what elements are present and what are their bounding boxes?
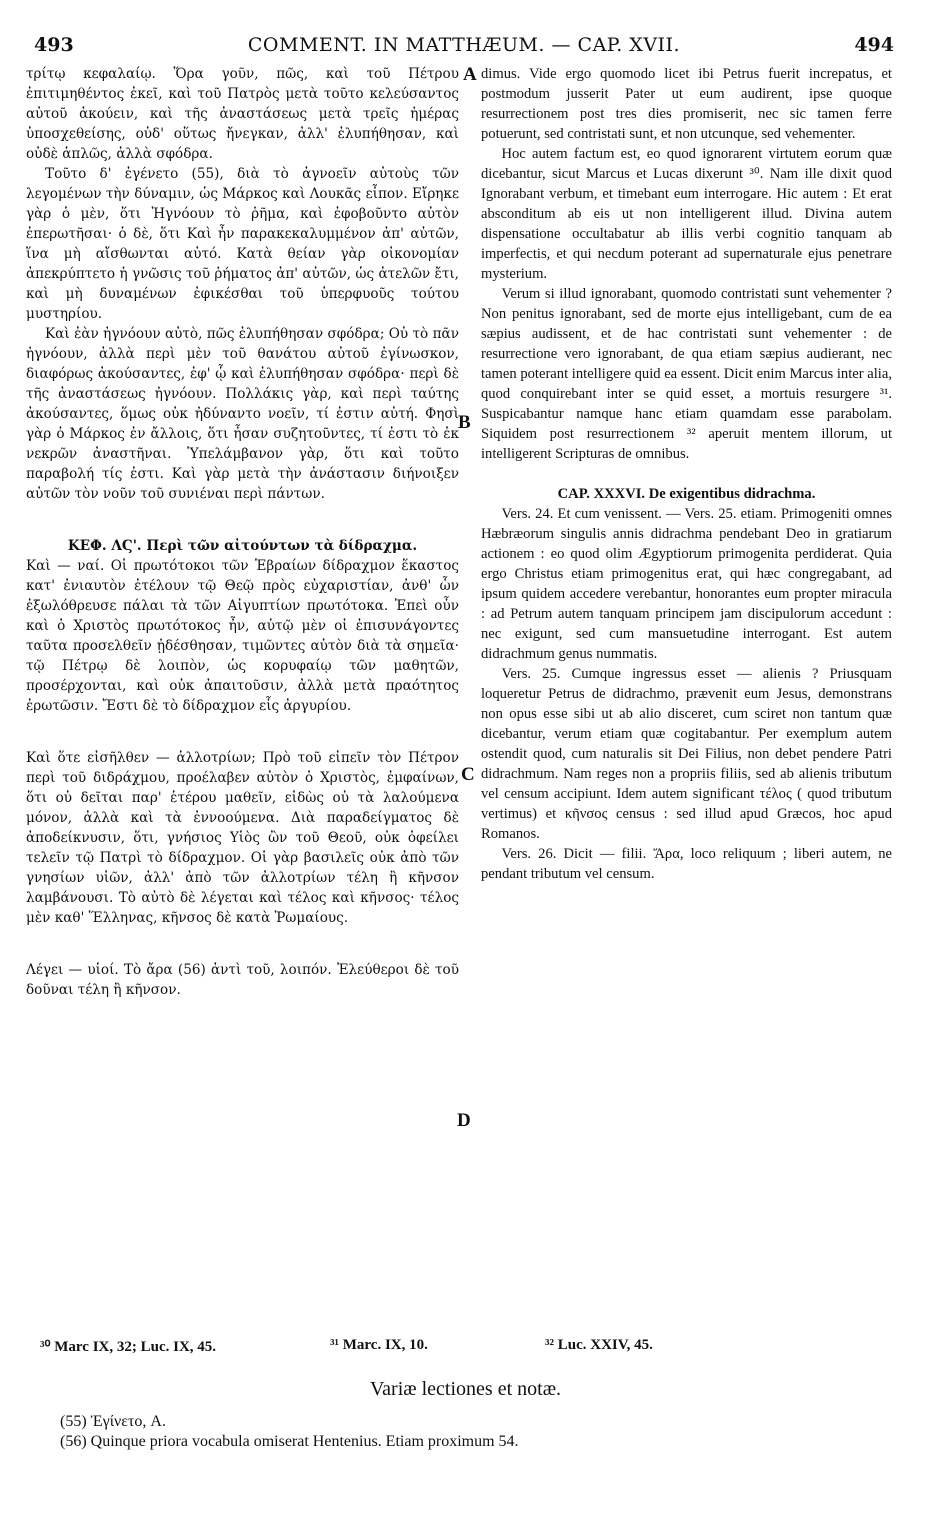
greek-paragraph-1: τρίτῳ κεφαλαίῳ. Ὅρα γοῦν, πῶς, καὶ τοῦ Πέτρου ἐπιτιμηθέντος ἐκεῖ, καὶ τοῦ Πατρὸς μετὰ τοῦτο κελεύσαντος αὐτοῦ ἀκούειν, καὶ τῆς ἀναστάσεως μετὰ τρεῖς ἡμέρας ὑποσχεθείσης, οὐδ' οὕτως ἤνεγκαν, ἀλλ' ἐλυπήθησαν, καὶ οὐδὲ ἁπλῶς, ἀλλὰ σφόδρα. — [26, 66, 459, 162]
variant-note-56: (56) Quinque priora vocabula omiserat Hentenius. Etiam proximum 54. — [60, 1433, 519, 1450]
latin-paragraph-6: Vers. 26. Dicit — filii. Ἄρα, loco reliquum ; liberi autem, ne pendant tributum vel censum. — [481, 846, 892, 882]
latin-paragraph-2: Hoc autem factum est, eo quod ignorarent virtutem eorum quæ dicebantur, sicut Marcus et Lucas dixerunt ³⁰. Nam ille dixit quod Ignorabant verbum, et timebant eum interrogare. Hic autem : Et erat absconditum ab eis ut non intelligerent illud. Divina autem dispensatione occultabatur ab illis verbi cognitio tanquam ab imperfectis, et qui necdum poterant ad supernaturale ejus penetrare mysterium. — [481, 146, 892, 282]
latin-paragraph-4: Vers. 24. Et cum venissent. — Vers. 25. etiam. Primogeniti omnes Hæbræorum singulis annis didrachma pendebant Deo in gratiarum actionem : eo quod olim Ægyptiorum primogenita perdiderat. Quia ergo Christus etiam primogenitus erat, qui hæc congregabant, ad ipsum quidem accedere verebantur, honorantes eum propter miracula : ad Petrum autem tanquam principem jam discipulorum accedunt : nec exigunt, sed cum mansuetudine interrogant. Est autem didrachmum genus nummatis. — [481, 506, 892, 662]
variae-lectiones-title: Variæ lectiones et notæ. — [369, 1378, 562, 1400]
running-title: COMMENT. IN MATTHÆUM. — CAP. XVII. — [247, 34, 681, 56]
greek-paragraph-5: Καὶ ὅτε εἰσῆλθεν — ἀλλοτρίων; Πρὸ τοῦ εἰπεῖν τὸν Πέτρον περὶ τοῦ διδράχμου, προέλαβεν αὐτὸν ὁ Χριστὸς, ἐμφαίνων, ὅτι οὐ δεῖται παρ' ἑτέρου μαθεῖν, εἰδὼς οὐ τὰ λαλούμενα μόνον, ἀλλὰ καὶ τὰ ἐννοούμενα. Διὰ παραδείγματος δὲ ἀποδείκνυσιν, ὅτι, γνήσιος Υἱὸς ὢν τοῦ Θεοῦ, οὐκ ὀφείλει τελεῖν τῷ Πατρὶ τὸ δίδραχμον. Οἱ γὰρ βασιλεῖς οὐκ ἀπὸ τῶν γνησίων υἱῶν, ἀλλ' ἀπὸ τῶν ἀλλοτρίων τέλη ἢ κῆνσον λαμβάνουσι. Τὸ αὐτὸ δὲ λέγεται καὶ τέλος καὶ κῆνσος· τέλος μὲν καθ' Ἕλληνας, κῆνσος δὲ κατὰ Ῥωμαίους. — [26, 750, 459, 926]
greek-paragraph-2: Τοῦτο δ' ἐγένετο (55), διὰ τὸ ἀγνοεῖν αὐτοὺς τῶν λεγομένων τὴν δύναμιν, ὡς Μάρκος καὶ Λουκᾶς εἶπον. Εἴρηκε γὰρ ὁ μὲν, ὅτι Ἠγνόουν τὸ ῥῆμα, καὶ ἐφοβοῦντο αὐτὸν ἐπερωτῆσαι· ὁ δὲ, ὅτι Καὶ ἦν παρακεκαλυμμένον ἀπ' αὐτῶν, ἵνα μὴ αἴσθωνται αὐτό. Κατὰ θείαν γὰρ οἰκονομίαν ἀπεκρύπτετο ἡ γνῶσις τοῦ ῥήματος ἀπ' αὐτῶν, ὡς ἀτελῶν ἔτι, καὶ μὴ δυναμένων ἐφικέσθαι τοῦ ὑπερφυοῦς τούτου μυστηρίου. — [26, 166, 459, 322]
page-number-right: 494 — [854, 34, 894, 56]
margin-marker-c: C — [461, 764, 475, 785]
greek-column — [26, 64, 459, 1000]
latin-column — [481, 64, 892, 884]
greek-paragraph-6: Λέγει — υἱοί. Τὸ ἄρα (56) ἀντὶ τοῦ, λοιπόν. Ἐλεύθεροι δὲ τοῦ δοῦναι τέλη ἢ κῆνσον. — [26, 962, 459, 998]
margin-marker-b: B — [458, 412, 471, 433]
page-header — [34, 34, 894, 58]
variant-note-55: (55) Ἐγίνετο, A. — [60, 1413, 166, 1430]
greek-chapter-title: ΚΕΦ. ΛϚ'. Περὶ τῶν αἰτούντων τὰ δίδραχμα. — [67, 538, 418, 554]
footnote-30: ³⁰ Marc IX, 32; Luc. IX, 45. — [40, 1339, 217, 1355]
latin-paragraph-1: dimus. Vide ergo quomodo licet ibi Petrus fuerit increpatus, et postmodum jusserit Pater ut eum audirent, ipse quoque resurrectionem post tres dies promiserit, nec sic tamen ferre potuerunt, sed contristati sunt, et non utcunque, sed vehementer. — [481, 66, 892, 142]
margin-marker-d: D — [457, 1110, 471, 1131]
latin-paragraph-5: Vers. 25. Cumque ingressus esset — alienis ? Priusquam loqueretur Petrus de didrachmo, prævenit eum Jesus, demonstrans non opus esse sibi ut ab alio disceret, cum sciret non tantum quæ dicebantur, verum etiam quæ cogitabantur. Per exemplum autem ostendit quod, cum naturalis sit Dei Filius, non debet pendere Patri didrachmum. Nam reges non a propriis filiis, sed ab alienis tributum vel censum accipiunt. Idem autem significant τέλος ( quod tributum vertimus) et κῆνσος census : sed illud apud Græcos, hoc apud Romanos. — [481, 666, 892, 842]
footnotes — [40, 1337, 880, 1357]
page-number-left: 493 — [34, 34, 74, 56]
latin-chapter-title: CAP. XXXVI. De exigentibus didrachma. — [557, 486, 816, 502]
footnote-32: ³² Luc. XXIV, 45. — [545, 1337, 653, 1353]
greek-paragraph-3: Καὶ ἐὰν ἠγνόουν αὐτὸ, πῶς ἐλυπήθησαν σφόδρα; Οὐ τὸ πᾶν ἠγνόουν, ἀλλὰ περὶ μὲν τοῦ θανάτου αὐτοῦ ἐγίνωσκον, διαφόρως ἀκούσαντες, ἐφ' ᾧ καὶ ἐλυπήθησαν σφόδρα· περὶ δὲ τῆς ἀναστάσεως ἠγνόουν. Πολλάκις γὰρ, καὶ περὶ ταύτης ἀκούσαντες, ὅμως οὐκ ἠδύναντο νοεῖν, τί ἐστιν αὐτή. Φησὶ γὰρ ὁ Μάρκος ἐν ἄλλοις, ὅτι ἦσαν συζητοῦντες, τί ἐστι τὸ ἐκ νεκρῶν ἀναστῆναι. Ὑπελάμβανον γὰρ, ὅτι καὶ τοῦτο παραβολή τίς ἐστι. Καὶ γὰρ μετὰ τὴν ἀνάστασιν διήνοιξεν αὐτῶν τὸν νοῦν τοῦ συνιέναι περὶ πάντων. — [26, 326, 459, 502]
margin-marker-a: A — [463, 64, 477, 85]
latin-paragraph-3: Verum si illud ignorabant, quomodo contristati sunt vehementer ? Non penitus ignorabant, sed de morte ejus intelligebant, cum de ea sæpius audissent, et de hac contristati sunt vehementer : de resurrectione vero ignorabant, de qua etiam sæpius audierant, nec tamen poterant intelligere quid ea essent. Dicit enim Marcus inter alia, quod conquirebant inter se quid esset, a mortuis resurgere ³¹. Suspicabantur namque hanc etiam quamdam esse parabolam. Siquidem post resurrectionem ³² aperuit mentem illorum, ut intelligerent Scripturas de omnibus. — [481, 286, 892, 462]
greek-paragraph-4: Καὶ — ναί. Οἱ πρωτότοκοι τῶν Ἑβραίων δίδραχμον ἕκαστος κατ' ἐνιαυτὸν ἐτέλουν τῷ Θεῷ πρὸς εὐχαριστίαν, ἀνθ' ὧν ἐξωλόθρευσε πάλαι τὰ τῶν Αἰγυπτίων πρωτότοκα. Ἐπεὶ οὖν καὶ ὁ Χριστὸς πρωτότοκος ἦν, αὐτῷ μὲν οἱ ἐπισυνάγοντες ταῦτα προσελθεῖν ᾐδέσθησαν, τιμῶντες αὐτὸν διὰ τὰ σημεῖα· τῷ Πέτρῳ δὲ λοιπὸν, ὡς κορυφαίῳ τῶν μαθητῶν, προσέρχονται, καὶ οὐκ ἀπαιτοῦσιν, ἀλλὰ μετὰ πραότητος ἐρωτῶσιν. Ἔστι δὲ τὸ δίδραχμον εἷς ἀργυρίου. — [26, 558, 459, 714]
footnote-31: ³¹ Marc. IX, 10. — [330, 1337, 428, 1353]
